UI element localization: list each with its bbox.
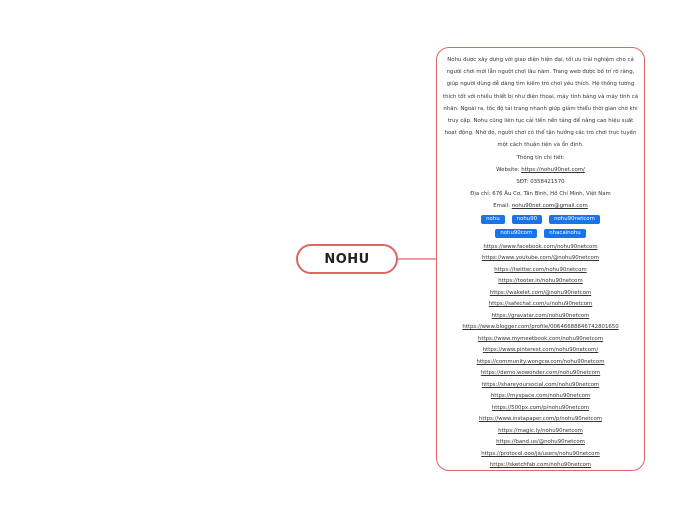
email-link[interactable]: nohu90net.com@gmail.com — [511, 203, 588, 210]
tag-list — [442, 215, 639, 238]
link[interactable]: https://tooter.in/nohu90netcom — [498, 278, 583, 285]
list-item — [442, 460, 639, 472]
link[interactable]: https://demo.wowonder.com/nohu90netcom — [480, 370, 601, 377]
list-item — [442, 242, 639, 254]
link[interactable]: https://community.wongcw.com/nohu90netcom — [476, 358, 605, 365]
detail-topic-node[interactable] — [436, 47, 645, 471]
list-item — [442, 449, 639, 461]
link[interactable]: https://band.us/@nohu90netcom — [496, 439, 585, 446]
link[interactable]: https://gravatar.com/nohu90netcom — [491, 312, 590, 319]
link[interactable]: https://myspace.com/nohu90netcom — [490, 393, 591, 400]
list-item — [442, 253, 639, 265]
email-line — [442, 200, 639, 212]
link[interactable]: https://www.pinterest.com/nohu90netcom/ — [482, 347, 599, 354]
list-item — [442, 265, 639, 277]
central-topic-label: NOHU — [324, 251, 370, 267]
link[interactable]: https://500px.com/p/nohu90netcom — [491, 404, 590, 411]
phone-line: SĐT: 0358421570 — [516, 179, 565, 186]
list-item — [442, 299, 639, 311]
link[interactable]: https://safechat.com/u/nohu90netcom — [488, 301, 593, 308]
list-item — [442, 414, 639, 426]
list-item — [442, 334, 639, 346]
list-item — [442, 288, 639, 300]
info-heading: Thông tin chi tiết: — [516, 154, 565, 161]
list-item — [442, 311, 639, 323]
list-item — [442, 345, 639, 357]
list-item — [442, 357, 639, 369]
link-list — [442, 242, 639, 472]
link[interactable]: https://magic.ly/nohu90netcom — [498, 427, 583, 434]
link[interactable]: https://wakelet.com/@nohu90netcom — [489, 289, 592, 296]
link[interactable]: https://www.youtube.com/@nohu90netcom — [481, 255, 600, 262]
list-item — [442, 437, 639, 449]
central-topic[interactable] — [296, 244, 398, 274]
tag[interactable]: nhacainohu — [544, 229, 585, 238]
tag[interactable]: nohu90 — [512, 215, 542, 224]
email-label: Email: — [493, 203, 512, 210]
list-item — [442, 276, 639, 288]
tag[interactable]: nohu — [481, 215, 505, 224]
description-text: Nohu được xây dựng với giao diện hiện đại, tối ưu trải nghiệm cho cả người chơi mới lẫn người chơi lâu năm. Trang web được bố trí rõ ràng, giúp người dùng dễ dàng tìm kiếm trò chơi yêu thích. Hệ thống tương thích tốt với nhiều thiết bị như điện thoại, máy tính bảng và máy tính cá nhân. Ngoài ra, tốc độ tải trang nhanh giúp giảm thiểu thời gian chờ khi truy cập. Nohu cũng liên tục cải tiến nền tảng để nâng cao hiệu suất hoạt động. Nhờ đó, người chơi có thể tận hưởng các trò chơi trực tuyến một cách thuận tiện và ổn định. — [442, 57, 638, 149]
list-item — [442, 426, 639, 438]
list-item — [442, 403, 639, 415]
list-item — [442, 391, 639, 403]
address-line: Địa chỉ: 676 Âu Cơ, Tân Bình, Hồ Chí Minh, Việt Nam — [470, 191, 611, 198]
link[interactable]: https://www.blogger.com/profile/00646688846742801650 — [462, 324, 619, 331]
link[interactable]: https://www.mymeetbook.com/nohu90netcom — [477, 335, 604, 342]
website-line — [442, 164, 639, 176]
tag[interactable]: nohu90com — [495, 229, 537, 238]
list-item — [442, 322, 639, 334]
link[interactable]: https://www.instapaper.com/p/nohu90netcom — [478, 416, 603, 423]
list-item — [442, 380, 639, 392]
link[interactable]: https://sketchfab.com/nohu90netcom — [489, 462, 592, 469]
link[interactable]: https://protocol.ooo/ja/users/nohu90netcom — [481, 450, 600, 457]
list-item — [442, 368, 639, 380]
tag[interactable]: nohu90netcom — [549, 215, 600, 224]
link[interactable]: https://twitter.com/nohu90netcom — [494, 266, 587, 273]
website-label: Website: — [496, 166, 522, 173]
link[interactable]: https://shareyoursocial.com/nohu90netcom — [481, 381, 600, 388]
website-link[interactable]: https://nohu90net.com/ — [521, 166, 585, 173]
link[interactable]: https://www.facebook.com/nohu90netcom — [483, 243, 598, 250]
